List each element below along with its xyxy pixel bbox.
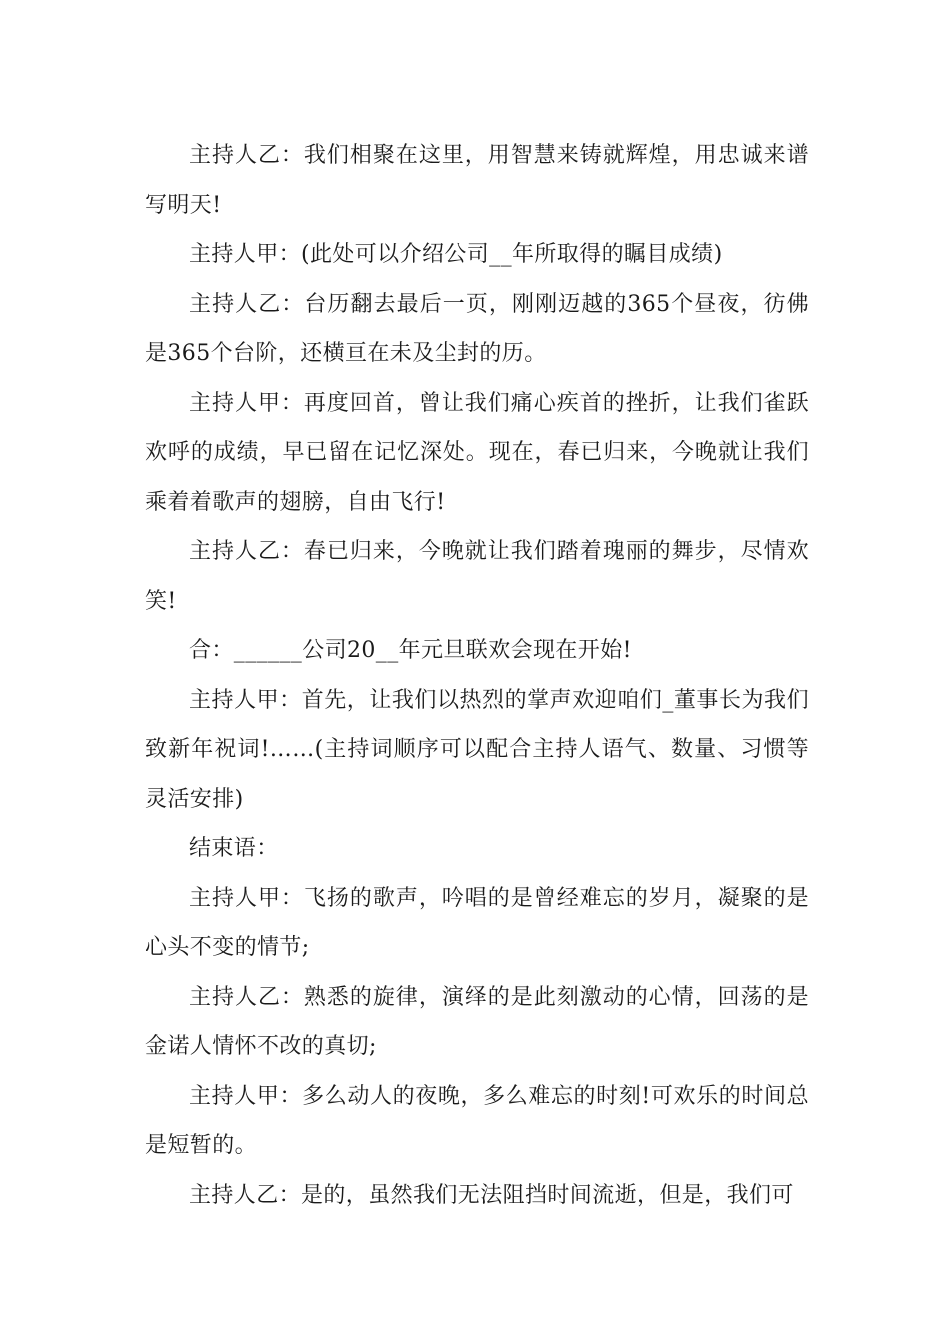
paragraph-host-b-calendar: 主持人乙：台历翻去最后一页，刚刚迈越的365个昼夜，彷佛是365个台阶，还横亘在未及尘封的历。 (145, 291, 809, 366)
paragraph-host-a-chairman: 主持人甲：首先，让我们以热烈的掌声欢迎咱们_董事长为我们致新年祝词!……(主持词顺序可以配合主持人语气、数量、习惯等灵活安排) (145, 687, 809, 812)
paragraph-host-a-night: 主持人甲：多么动人的夜晚，多么难忘的时刻!可欢乐的时间总是短暂的。 (145, 1083, 809, 1158)
paragraph-host-a-songs: 主持人甲：飞扬的歌声，吟唱的是曾经难忘的岁月，凝聚的是心头不变的情节; (145, 885, 809, 960)
paragraph-host-b-gathering: 主持人乙：我们相聚在这里，用智慧来铸就辉煌，用忠诚来谱写明天! (145, 143, 809, 218)
section-heading-closing: 结束语： (189, 836, 279, 861)
paragraph-host-b-spring: 主持人乙：春已归来，今晚就让我们踏着瑰丽的舞步，尽情欢笑! (145, 539, 809, 614)
paragraph-host-b-time: 主持人乙：是的，虽然我们无法阻挡时间流逝，但是，我们可 (189, 1182, 794, 1208)
paragraph-host-a-look-back: 主持人甲：再度回首，曾让我们痛心疾首的挫折，让我们雀跃欢呼的成绩，早已留在记忆深处。现在，春已归来，今晚就让我们乘着着歌声的翅膀，自由飞行! (145, 390, 809, 515)
paragraph-host-a-achievements: 主持人甲：(此处可以介绍公司__年所取得的瞩目成绩) (189, 242, 723, 267)
paragraph-together-opening: 合：______公司20__年元旦联欢会现在开始! (189, 638, 632, 663)
document-body (145, 131, 809, 1220)
paragraph-host-b-melody: 主持人乙：熟悉的旋律，演绎的是此刻激动的心情，回荡的是金诺人情怀不改的真切; (145, 984, 809, 1059)
